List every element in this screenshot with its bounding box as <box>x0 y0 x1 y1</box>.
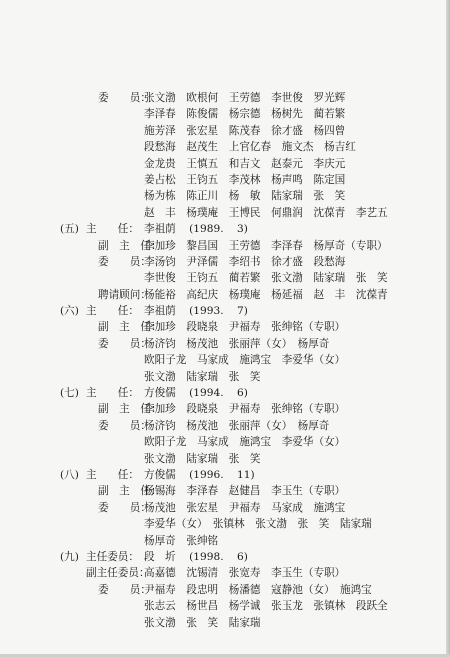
member-names: 赵 丰 杨璞庵 王博民 何鼎润 沈葆青 李艺五 <box>144 206 388 219</box>
list-row <box>60 565 400 581</box>
role-label: 委 员： <box>98 501 151 514</box>
role-label: 委 员： <box>98 92 151 104</box>
list-row <box>60 434 400 450</box>
member-names: 张文渤 陆家瑞 张 笑 <box>144 452 261 465</box>
list-row <box>60 401 400 417</box>
member-names: 段愁海 赵茂生 上官亿春 施文杰 杨吉红 <box>144 141 356 154</box>
member-names: 欧阳子龙 马家成 施鸿宝 李爱华（女） <box>144 436 346 449</box>
role-label: 委 员： <box>98 419 151 432</box>
member-names: 杨锡海 李泽春 赵健昌 李玉生（专职） <box>144 485 346 498</box>
member-names: 李泽春 陈俊儒 杨宗德 杨树先 蔺若繁 <box>144 108 346 121</box>
member-names: 李祖荫 (1989. 3) <box>144 223 248 236</box>
member-names: 方俊儒 (1996. 11) <box>144 468 255 481</box>
list-row <box>60 451 400 467</box>
role-label: 副 主 任： <box>98 321 162 334</box>
role-label: 主 任： <box>86 305 139 318</box>
member-names: 施芳泽 张宏星 陈茂春 徐才盛 杨四曾 <box>144 124 346 137</box>
member-names: 尹福寿 段忠明 杨潘德 寇静池（女） 施鸿宝 <box>144 583 372 596</box>
member-names: 杨济钧 杨茂池 张丽萍（女） 杨厚奇 <box>144 337 330 350</box>
list-row <box>60 221 400 237</box>
section-number: (六) <box>60 305 79 318</box>
list-row <box>60 188 400 204</box>
member-names: 李汤钧 尹泽儒 李绍书 徐才盛 段愁海 <box>144 255 346 268</box>
role-label: 副 主 任： <box>98 239 162 252</box>
role-label: 副 主 任： <box>98 485 162 498</box>
role-label: 主任委员： <box>86 550 139 563</box>
role-label: 主 任： <box>86 223 139 236</box>
list-row <box>60 483 400 499</box>
list-row <box>60 352 400 368</box>
list-row <box>60 303 400 319</box>
member-names: 李世俊 王钧五 蔺若繁 张文渤 陆家瑞 张 笑 <box>144 272 388 285</box>
member-names: 李爱华（女） 张镇林 张文渤 张 笑 陆家瑞 <box>144 518 372 531</box>
page-edge-right <box>446 0 450 657</box>
member-names: 李加珍 黎昌国 王劳德 李泽春 杨厚奇（专职） <box>144 239 388 252</box>
list-row <box>60 106 400 122</box>
role-label: 委 员： <box>98 337 151 350</box>
list-row <box>60 598 400 614</box>
member-names: 姜占松 王钧五 李茂林 杨声鸣 陈定国 <box>144 173 346 186</box>
role-label: 主 任： <box>86 387 139 400</box>
list-row <box>60 533 400 549</box>
section-number: (八) <box>60 468 79 481</box>
list-row <box>60 156 400 172</box>
member-names: 李祖荫 (1993. 7) <box>144 305 248 318</box>
member-names: 杨为栋 陈正川 杨 敏 陆家瑞 张 笑 <box>144 190 346 203</box>
role-label: 聘请顾问： <box>98 288 151 301</box>
list-row <box>60 467 400 483</box>
list-row <box>60 319 400 335</box>
member-names: 金龙贵 王慎五 和吉文 赵泰元 李庆元 <box>144 157 346 170</box>
role-label: 副 主 任： <box>98 403 162 416</box>
section-number: (七) <box>60 387 79 400</box>
list-row <box>60 254 400 270</box>
list-row <box>60 336 400 352</box>
role-label: 委 员： <box>98 255 151 268</box>
member-names: 张文渤 欧根何 王劳德 李世俊 罗光辉 <box>144 92 346 104</box>
member-names: 李加珍 段晓泉 尹福寿 张绅铭（专职） <box>144 403 346 416</box>
role-label: 副主任委员： <box>86 567 150 580</box>
list-row <box>60 139 400 155</box>
section-number: (五) <box>60 223 79 236</box>
member-names: 高嘉德 沈锡清 张宽寿 李玉生（专职） <box>144 567 346 580</box>
list-row <box>60 615 400 631</box>
member-names: 杨能裕 高纪庆 杨璞庵 杨延福 赵 丰 沈葆青 <box>144 288 388 301</box>
list-row <box>60 270 400 286</box>
member-names: 杨茂池 张宏星 尹福寿 马家成 施鸿宝 <box>144 501 346 514</box>
list-row <box>60 238 400 254</box>
list-row <box>60 385 400 401</box>
list-row <box>60 172 400 188</box>
list-row <box>60 582 400 598</box>
list-row <box>60 205 400 221</box>
member-names: 张文渤 张 笑 陆家瑞 <box>144 616 261 629</box>
list-row <box>60 500 400 516</box>
member-names: 张文渤 陆家瑞 张 笑 <box>144 370 261 383</box>
list-row <box>60 123 400 139</box>
member-names: 李加珍 段晓泉 尹福寿 张绅铭（专职） <box>144 321 346 334</box>
list-row <box>60 418 400 434</box>
role-label: 主 任： <box>86 468 139 481</box>
list-row <box>60 287 400 303</box>
member-names: 杨厚奇 张绅铭 <box>144 534 219 547</box>
member-names: 欧阳子龙 马家成 施鸿宝 李爱华（女） <box>144 354 346 367</box>
member-names: 方俊儒 (1994. 6) <box>144 387 248 400</box>
role-label: 委 员： <box>98 583 151 596</box>
committee-list <box>60 90 400 631</box>
list-row <box>60 516 400 532</box>
list-row <box>60 90 400 106</box>
section-number: (九) <box>60 550 79 563</box>
member-names: 杨济钧 杨茂池 张丽萍（女） 杨厚奇 <box>144 419 330 432</box>
list-row <box>60 549 400 565</box>
member-names: 段 圻 (1998. 6) <box>144 550 248 563</box>
member-names: 张志云 杨世昌 杨学诚 张玉龙 张镇林 段跃全 <box>144 600 388 613</box>
list-row <box>60 369 400 385</box>
